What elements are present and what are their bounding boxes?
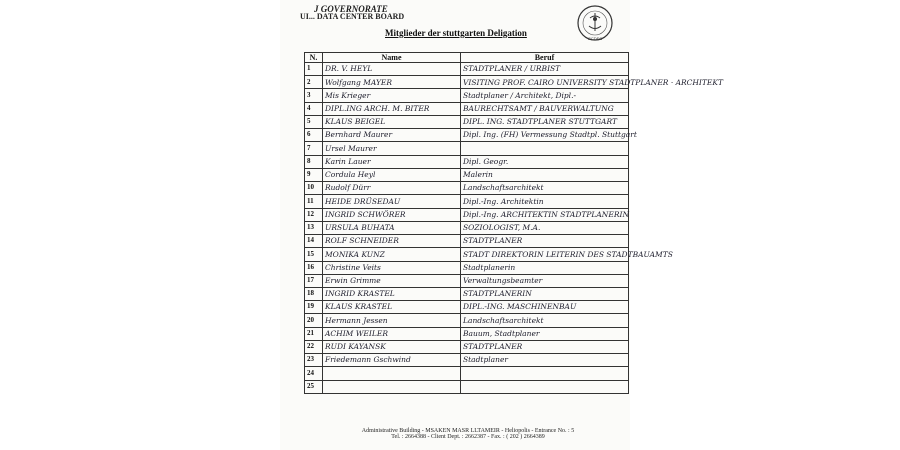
member-name: Cordula Heyl — [323, 168, 461, 181]
row-number: 3 — [305, 89, 323, 102]
seal-text: GCDEC — [587, 36, 603, 41]
member-profession: DIPL.-ING. MASCHINENBAU — [461, 301, 629, 314]
members-table — [304, 52, 723, 394]
member-name: Ursel Maurer — [323, 142, 461, 155]
member-name: MONIKA KUNZ — [323, 248, 461, 261]
column-header-beruf: Beruf — [461, 53, 629, 63]
table-row — [305, 155, 629, 168]
member-name: ROLF SCHNEIDER — [323, 235, 461, 248]
table-row — [305, 129, 629, 142]
row-number: 22 — [305, 340, 323, 353]
row-number: 20 — [305, 314, 323, 327]
row-number: 2 — [305, 76, 323, 89]
table-row — [305, 208, 629, 221]
table-row — [305, 248, 629, 261]
row-number: 23 — [305, 354, 323, 367]
row-number: 10 — [305, 182, 323, 195]
table-row — [305, 182, 629, 195]
row-number: 16 — [305, 261, 323, 274]
row-number: 12 — [305, 208, 323, 221]
member-profession: STADTPLANER — [461, 340, 629, 353]
member-name — [323, 367, 461, 380]
member-profession: SOZIOLOGIST, M.A. — [461, 221, 629, 234]
row-number: 5 — [305, 115, 323, 128]
member-name: HEIDE DRÜSEDAU — [323, 195, 461, 208]
member-name: Wolfgang MAYER — [323, 76, 461, 89]
table-row — [305, 314, 629, 327]
member-name: KLAUS BEIGEL — [323, 115, 461, 128]
table-row — [305, 327, 629, 340]
table-row — [305, 195, 629, 208]
row-number: 8 — [305, 155, 323, 168]
member-profession: Bauum, Stadtplaner — [461, 327, 629, 340]
row-number: 17 — [305, 274, 323, 287]
member-name: Bernhard Maurer — [323, 129, 461, 142]
footer-contact: Tel. : 2664388 - Client Dept. : 2662387 - Fax. : ( 202 ) 2664389 — [391, 434, 545, 440]
row-number: 15 — [305, 248, 323, 261]
member-profession: STADT DIREKTORIN LEITERIN DES STADTBAUAMTS — [461, 248, 629, 261]
member-name: KLAUS KRASTEL — [323, 301, 461, 314]
member-name: ACHIM WEILER — [323, 327, 461, 340]
table-row — [305, 301, 629, 314]
table-row — [305, 340, 629, 353]
table-row — [305, 115, 629, 128]
row-number: 25 — [305, 380, 323, 393]
member-name: DIPL.ING ARCH. M. BITER — [323, 102, 461, 115]
row-number: 7 — [305, 142, 323, 155]
member-name: URSULA BUHATA — [323, 221, 461, 234]
row-number: 13 — [305, 221, 323, 234]
member-profession — [461, 142, 629, 155]
member-profession: Dipl. Geogr. — [461, 155, 629, 168]
member-name: INGRID KRASTEL — [323, 287, 461, 300]
table-row — [305, 380, 629, 393]
member-profession — [461, 380, 629, 393]
row-number: 18 — [305, 287, 323, 300]
member-profession: Verwaltungsbeamter — [461, 274, 629, 287]
member-profession: Stadtplanerin — [461, 261, 629, 274]
member-profession: Landschaftsarchitekt — [461, 314, 629, 327]
row-number: 9 — [305, 168, 323, 181]
row-number: 19 — [305, 301, 323, 314]
table-row — [305, 89, 629, 102]
table-row — [305, 142, 629, 155]
official-seal-icon — [576, 4, 614, 42]
member-name — [323, 380, 461, 393]
member-profession: Stadtplaner — [461, 354, 629, 367]
data-center-header: UI... DATA CENTER BOARD — [300, 12, 405, 21]
member-profession: STADTPLANERIN — [461, 287, 629, 300]
member-name: Mis Krieger — [323, 89, 461, 102]
column-header-no: N. — [305, 53, 323, 63]
member-profession: Dipl.-Ing. ARCHITEKTIN STADTPLANERIN — [461, 208, 629, 221]
member-name: RUDI KAYANSK — [323, 340, 461, 353]
table-row — [305, 63, 629, 76]
table-row — [305, 235, 629, 248]
member-profession: DIPL. ING. STADTPLANER STUTTGART — [461, 115, 629, 128]
table-header-row — [305, 53, 629, 63]
table-row — [305, 287, 629, 300]
column-header-name: Name — [323, 53, 461, 63]
member-name: Friedemann Gschwind — [323, 354, 461, 367]
member-profession — [461, 367, 629, 380]
governorate-header: J GOVERNORATE — [314, 4, 388, 14]
footer-address: Administrative Building - MSAKEN MASR LLTAMEIR - Heliopolis - Entrance No. : 5 — [361, 428, 575, 434]
row-number: 14 — [305, 235, 323, 248]
row-number: 11 — [305, 195, 323, 208]
row-number: 24 — [305, 367, 323, 380]
member-name: INGRID SCHWÖRER — [323, 208, 461, 221]
member-name: Rudolf Dürr — [323, 182, 461, 195]
table-row — [305, 367, 629, 380]
table-row — [305, 76, 629, 89]
member-name: Hermann Jessen — [323, 314, 461, 327]
member-name: Christine Veits — [323, 261, 461, 274]
row-number: 4 — [305, 102, 323, 115]
member-profession: Dipl.-Ing. Architektin — [461, 195, 629, 208]
row-number: 6 — [305, 129, 323, 142]
table-row — [305, 168, 629, 181]
member-profession: STADTPLANER / URBIST — [461, 63, 629, 76]
table-row — [305, 221, 629, 234]
member-name: Erwin Grimme — [323, 274, 461, 287]
table-row — [305, 261, 629, 274]
row-number: 1 — [305, 63, 323, 76]
page-title: Mitglieder der stuttgarten Deligation — [385, 28, 527, 38]
member-profession: Stadtplaner / Architekt, Dipl.- — [461, 89, 629, 102]
member-profession: Landschaftsarchitekt — [461, 182, 629, 195]
table-row — [305, 102, 629, 115]
member-profession: STADTPLANER — [461, 235, 629, 248]
row-number: 21 — [305, 327, 323, 340]
member-profession: BAURECHTSAMT / BAUVERWALTUNG — [461, 102, 629, 115]
member-profession: Malerin — [461, 168, 629, 181]
member-name: Karin Lauer — [323, 155, 461, 168]
table-row — [305, 274, 629, 287]
member-profession: VISITING PROF. CAIRO UNIVERSITY STADTPLANER · ARCHITEKT — [461, 76, 629, 89]
table-row — [305, 354, 629, 367]
member-profession: Dipl. Ing. (FH) Vermessung Stadtpl. Stuttgart — [461, 129, 629, 142]
member-name: DR. V. HEYL — [323, 63, 461, 76]
